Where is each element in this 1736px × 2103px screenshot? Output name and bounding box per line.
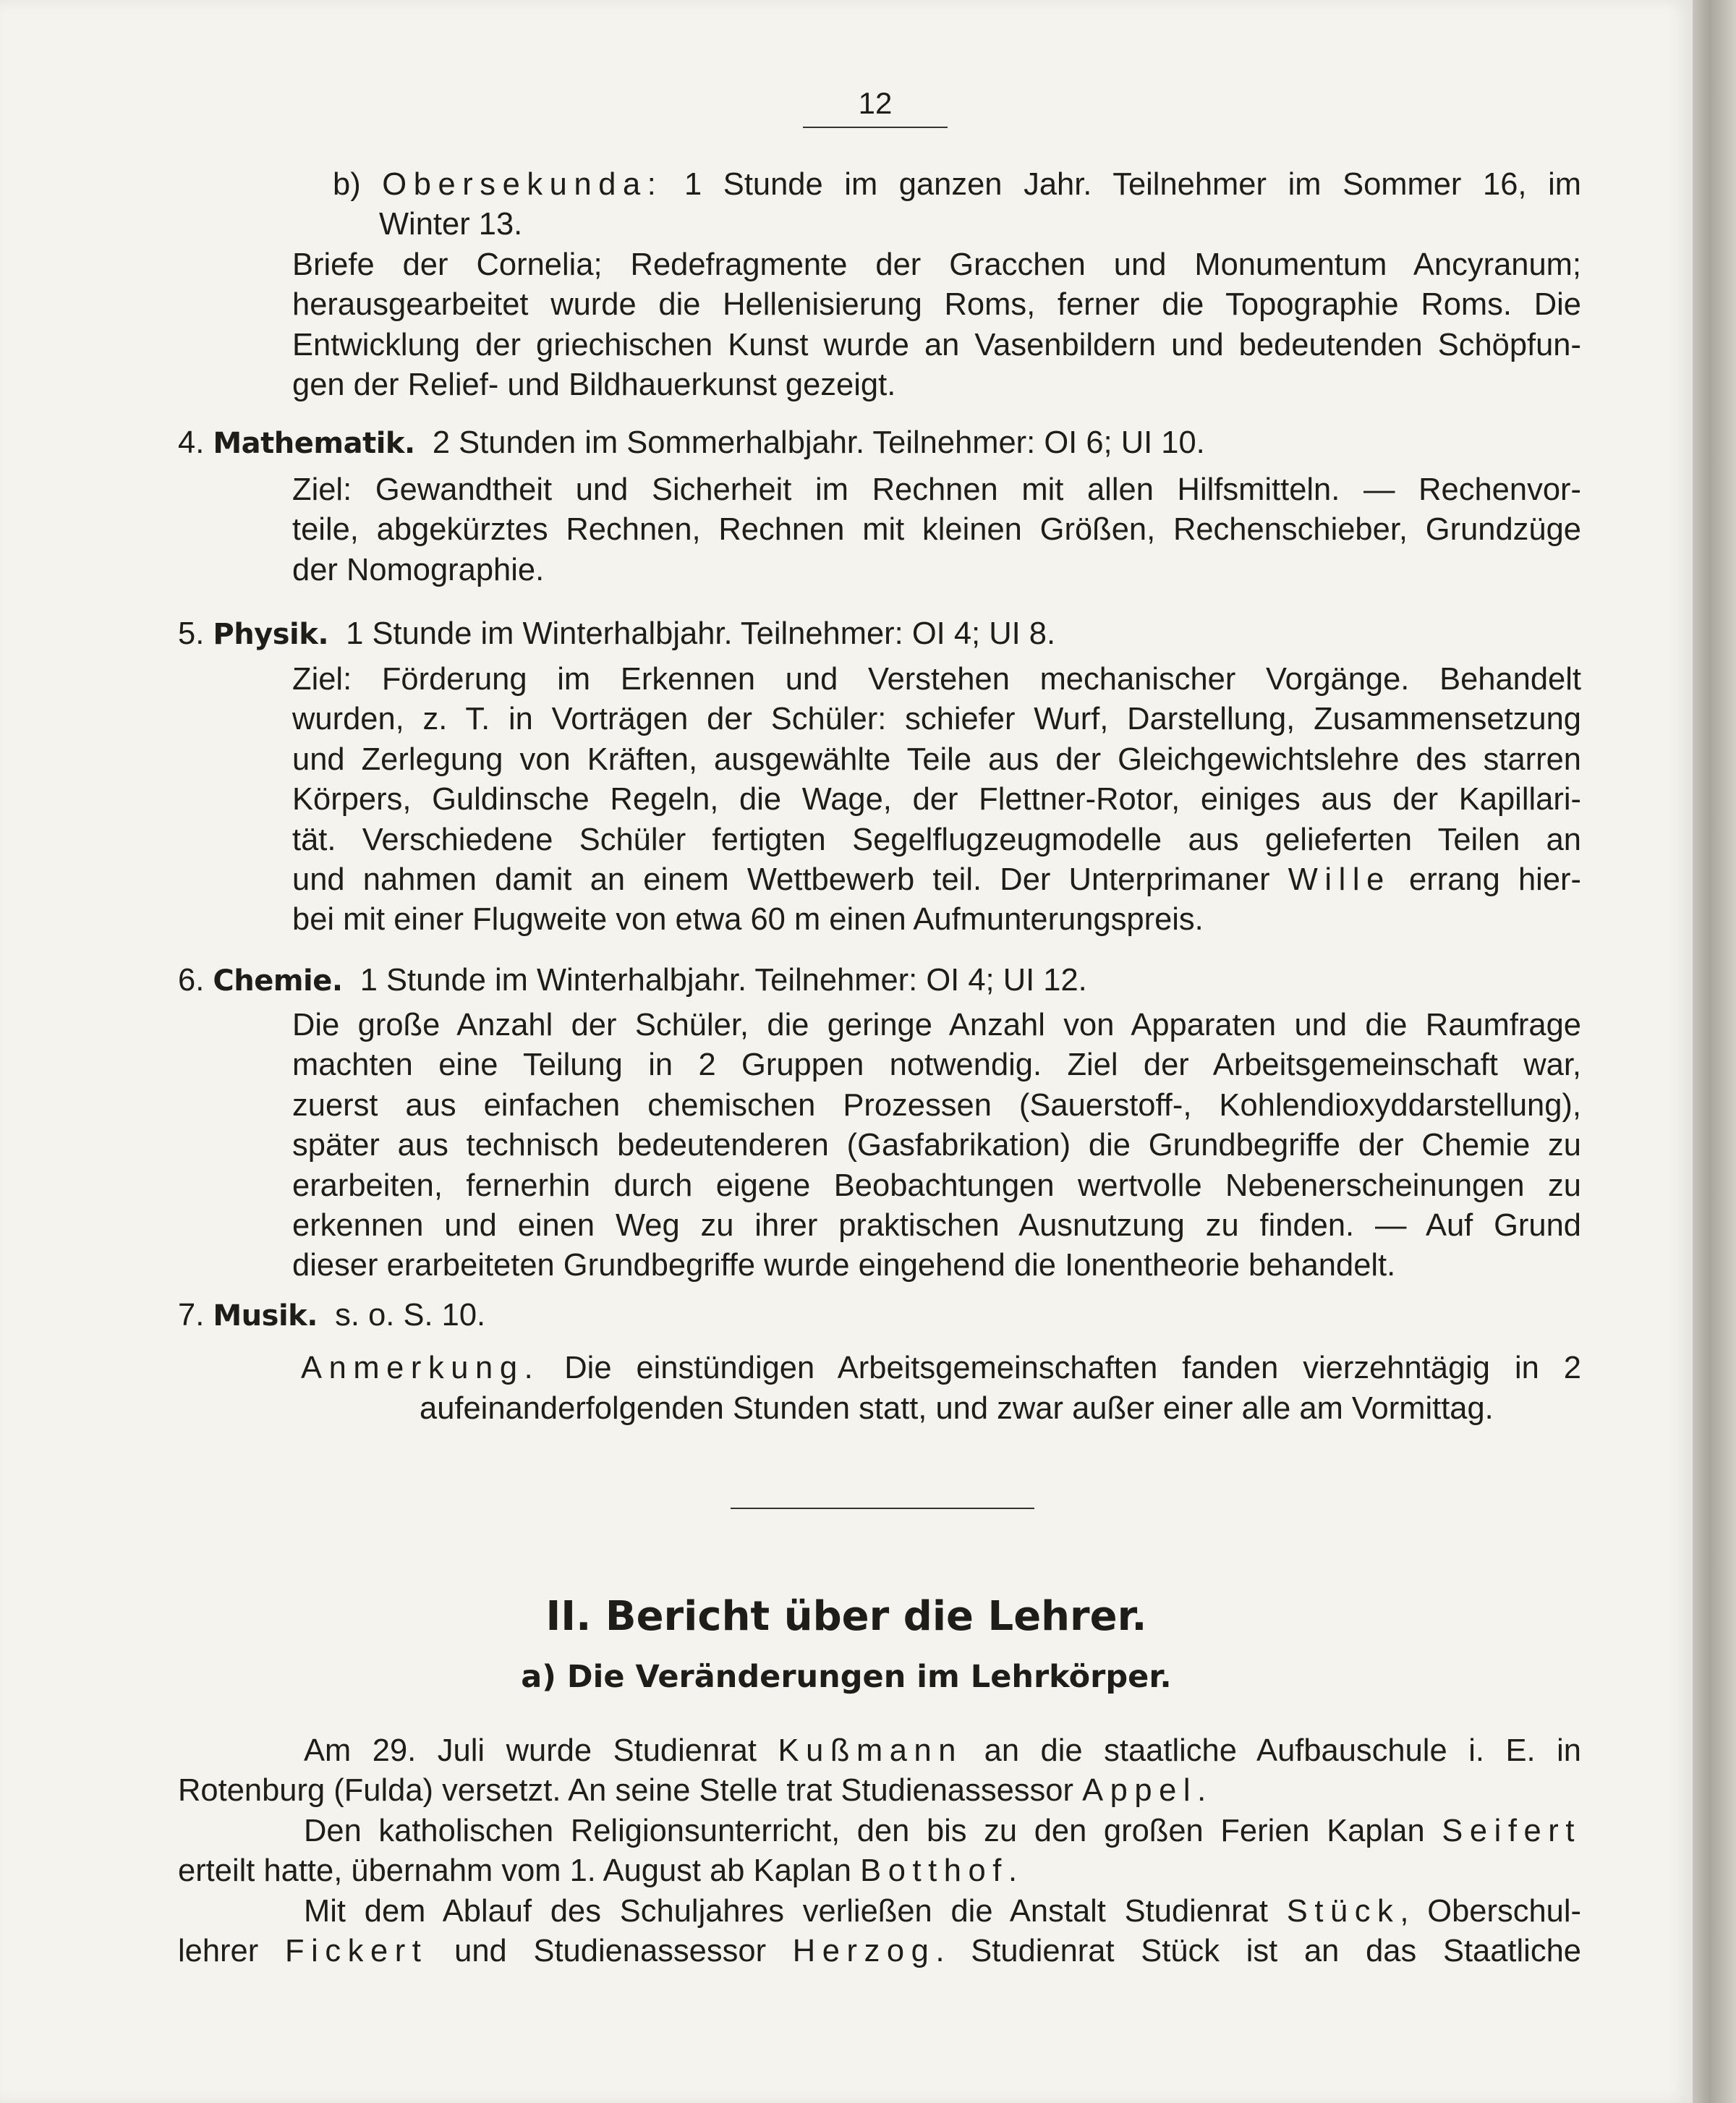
page-binding-edge (1693, 0, 1736, 2103)
text-line (292, 860, 1581, 900)
line-text: erteilt hatte, übernahm vom 1. August ab Kaplan (178, 1853, 852, 1889)
line-text: 1 Stunde im ganzen Jahr. Teilnehmer im Sommer 16, im (684, 167, 1581, 202)
text-line: erkennen und einen Weg zu ihrer praktischen Ausnutzung zu finden. — Auf Grund (292, 1208, 1581, 1244)
chapter-subtitle: a) Die Veränderungen im Lehrkörper. (521, 1659, 1172, 1695)
section-physik-heading (178, 614, 1581, 655)
line-text: . (1008, 1853, 1018, 1889)
text-line: der Nomographie. (292, 552, 545, 587)
mathematik-body (292, 470, 1581, 590)
text-line: teile, abgekürztes Rechnen, Rechnen mit kleinen Größen, Rechenschieber, Grundzüge (292, 512, 1581, 548)
text-line (178, 1296, 1581, 1336)
line-text: Den katholischen Religionsunterricht, den bis zu den großen Ferien Kaplan (304, 1813, 1425, 1848)
person-name: Botthof (860, 1853, 1008, 1889)
text-line (178, 423, 1581, 464)
line-text: Mit dem Ablauf des Schuljahres verließen die Anstalt Studienrat (304, 1893, 1268, 1929)
person-name: Kußmann (778, 1733, 963, 1768)
text-line: Körpers, Guldinsche Regeln, die Wage, der Flettner-Rotor, einiges aus der Kapillari- (292, 782, 1581, 817)
text-line (178, 1771, 1581, 1811)
section-heading: Mathematik. (213, 427, 415, 460)
text-line (178, 1932, 1581, 1971)
section-musik-heading (178, 1296, 1581, 1336)
line-text: Winter 13. (379, 207, 523, 242)
text-line (333, 165, 1581, 205)
line-text: Am 29. Juli wurde Studienrat (304, 1733, 757, 1768)
section-intro: 1 Stunde im Winterhalbjahr. Teilnehmer: OI 4; UI 8. (346, 616, 1056, 651)
person-name: Herzog (792, 1934, 936, 1969)
section-obersekunda (333, 165, 1581, 245)
person-name: Appel (1082, 1773, 1198, 1809)
anmerkung-note (301, 1348, 1581, 1388)
page-number-rule (803, 127, 948, 128)
text-line: machten eine Teilung in 2 Gruppen notwendig. Ziel der Arbeitsgemeinschaft war, (292, 1048, 1581, 1083)
text-line (178, 1851, 1581, 1891)
text-line: Entwicklung der griechischen Kunst wurde an Vasenbildern und bedeutenden Schöpfun- (292, 327, 1581, 362)
section-heading: Physik. (213, 618, 329, 651)
section-number: 7. (178, 1298, 205, 1333)
text-line: dieser erarbeiteten Grundbegriffe wurde eingehend die Ionentheorie behandelt. (292, 1248, 1396, 1283)
section-number: 6. (178, 963, 205, 998)
text-line: erarbeiten, fernerhin durch eigene Beobachtungen wertvolle Nebenerscheinungen zu (292, 1168, 1581, 1203)
line-text: an die staatliche Aufbauschule i. E. in (984, 1733, 1581, 1768)
section-intro: s. o. S. 10. (335, 1298, 486, 1333)
chemie-body (292, 1006, 1581, 1286)
text-line: herausgearbeitet wurde die Hellenisierung Roms, ferner die Topographie Roms. Die (292, 287, 1581, 323)
section-divider (731, 1508, 1034, 1509)
section-chemie-heading (178, 961, 1581, 1001)
person-name: Stück (1286, 1893, 1400, 1929)
line-text: . (1197, 1773, 1207, 1809)
item-prefix: b) (333, 167, 361, 202)
line-text: , Oberschul- (1400, 1893, 1581, 1929)
text-line (178, 1892, 1581, 1932)
section-number: 4. (178, 425, 205, 460)
line-text: Rotenburg (Fulda) versetzt. An seine Stelle trat Studienassessor (178, 1773, 1073, 1809)
text-line (178, 614, 1581, 655)
spaced-label: Anmerkung. (301, 1351, 540, 1385)
person-name: Wille (1288, 862, 1391, 898)
line-text: lehrer (178, 1934, 259, 1969)
text-line: Ziel: Förderung im Erkennen und Verstehen mechanischer Vorgänge. Behandelt (292, 662, 1581, 697)
text-line: und Zerlegung von Kräften, ausgewählte Teile aus der Gleichgewichtslehre des starren (292, 742, 1581, 777)
line-text: und nahmen damit an einem Wettbewerb teil. Der Unterprimaner (292, 862, 1270, 898)
text-line (301, 1348, 1581, 1388)
spaced-label: Obersekunda: (382, 167, 663, 202)
section-number: 5. (178, 616, 205, 651)
text-line: später aus technisch bedeutenderen (Gasfabrikation) die Grundbegriffe der Chemie zu (292, 1128, 1581, 1163)
page-number: 12 (858, 86, 893, 120)
text-line: Briefe der Cornelia; Redefragmente der Gracchen und Monumentum Ancyranum; (292, 247, 1581, 282)
text-line (178, 1811, 1581, 1851)
line-text: und Studienassessor (454, 1934, 767, 1969)
text-line: zuerst aus einfachen chemischen Prozessen (Sauerstoff-, Kohlendioxyddarstellung), (292, 1087, 1581, 1123)
physik-body (292, 660, 1581, 940)
section-mathematik-heading (178, 423, 1581, 464)
person-name: Fickert (284, 1934, 428, 1969)
text-line: bei mit einer Flugweite von etwa 60 m einen Aufmunterungspreis. (292, 902, 1204, 938)
text-line: Ziel: Gewandtheit und Sicherheit im Rechnen mit allen Hilfsmitteln. — Rechenvor- (292, 472, 1581, 507)
section-heading: Chemie. (213, 964, 343, 998)
section-intro: 1 Stunde im Winterhalbjahr. Teilnehmer: OI 4; UI 12. (359, 963, 1087, 998)
text-line (178, 1731, 1581, 1771)
text-line: tät. Verschiedene Schüler fertigten Segelflugzeugmodelle aus gelieferten Teilen an (292, 822, 1581, 857)
text-line (178, 961, 1581, 1001)
text-line: aufeinanderfolgenden Stunden statt, und zwar außer einer alle am Vormittag. (420, 1391, 1494, 1426)
text-line (333, 205, 1581, 245)
line-text: Die einstündigen Arbeitsgemeinschaften fanden vierzehntägig in 2 (564, 1351, 1581, 1385)
section-heading: Musik. (213, 1299, 318, 1333)
line-text: . Studienrat Stück ist an das Staatliche (935, 1934, 1581, 1969)
chapter-title: II. Bericht über die Lehrer. (545, 1593, 1147, 1640)
anmerkung-continuation (420, 1389, 1581, 1429)
text-line: gen der Relief- und Bildhauerkunst gezeigt. (292, 368, 896, 403)
person-name: Seifert (1442, 1813, 1581, 1848)
line-text: errang hier- (1409, 862, 1581, 898)
section-intro: 2 Stunden im Sommerhalbjahr. Teilnehmer: OI 6; UI 10. (432, 425, 1205, 460)
text-line: Die große Anzahl der Schüler, die geringe Anzahl von Apparaten und die Raumfrage (292, 1008, 1581, 1042)
text-line: wurden, z. T. in Vorträgen der Schüler: schiefer Wurf, Darstellung, Zusammensetzung (292, 702, 1581, 737)
teachers-body (178, 1731, 1581, 1971)
obersekunda-body (292, 245, 1581, 406)
